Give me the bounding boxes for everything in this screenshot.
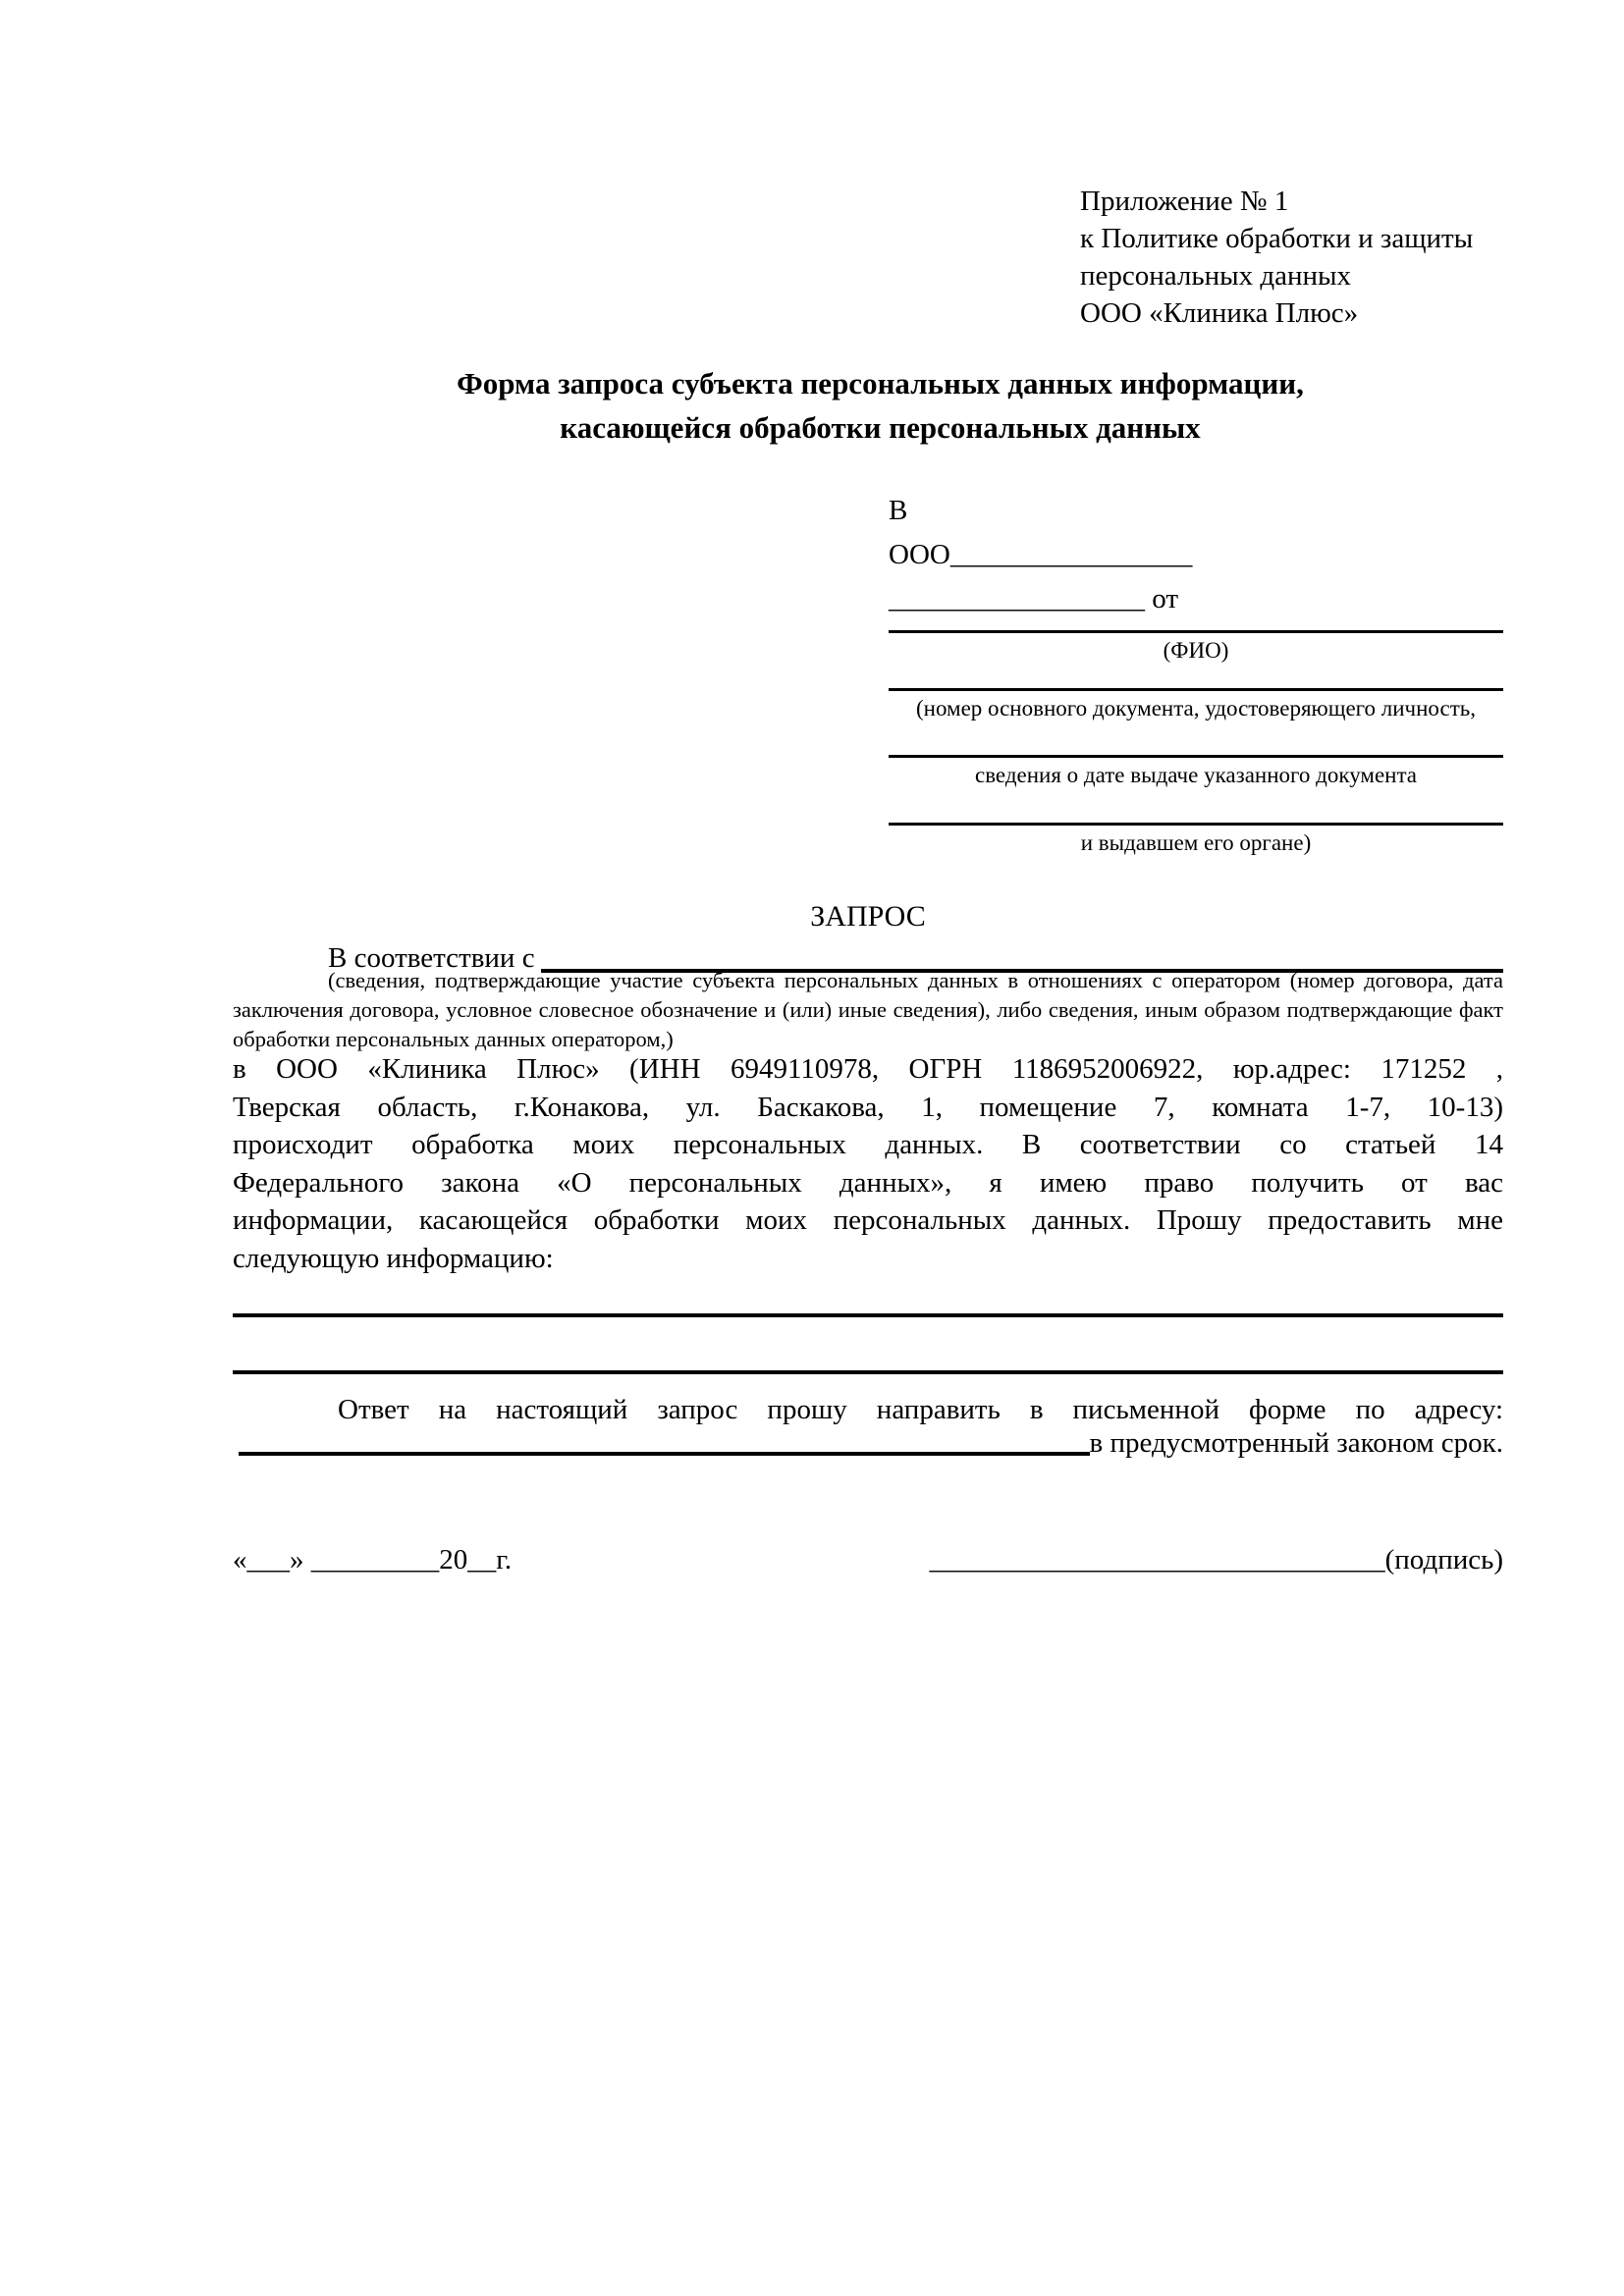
request-heading: ЗАПРОС [810, 900, 926, 933]
issuer-caption: и выдавшем его органе) [1080, 830, 1312, 855]
note-line: (сведения, подтверждающие участие субъекта персональных данных в отношениях с оператором (номер договора, дата [328, 968, 1503, 992]
appendix-line: персональных данных [1080, 260, 1352, 292]
addressee-to-label: В [889, 495, 908, 526]
addressee-from-blank-line: __________________ от [889, 583, 1179, 614]
fio-caption: (ФИО) [1163, 638, 1229, 663]
fio-blank-line [889, 630, 1503, 633]
request-note [233, 966, 1503, 1054]
date-template: «___» _________20__г. [233, 1544, 513, 1575]
body-line: следующую информацию: [233, 1242, 554, 1274]
note-line: заключения договора, условное словесное обозначение и (или) иные сведения), либо сведения, иным образом подтверждающие факт [233, 997, 1503, 1022]
signature-blank-line: ________________________________ [929, 1544, 1385, 1575]
info-blank-line-1 [233, 1313, 1503, 1317]
doc-number-caption: (номер основного документа, удостоверяющего личность, [915, 696, 1476, 721]
body-line: Тверская область, г.Конакова, ул. Баскакова, 1, помещение 7, комната 1-7, 10-13) [233, 1091, 1503, 1123]
addressee-block [889, 489, 1503, 857]
issue-date-blank-line [889, 755, 1503, 758]
reply-suffix: в предусмотренный законом срок. [1089, 1427, 1503, 1459]
issue-date-caption: сведения о дате выдаче указанного документа [974, 763, 1418, 787]
appendix-line: ООО «Клиника Плюс» [1080, 297, 1359, 329]
accordance-label: В соответствии с [328, 942, 535, 974]
body-line: информации, касающейся обработки моих персональных данных. Прошу предоставить мне [233, 1204, 1503, 1236]
date-signature-row [233, 1541, 1503, 1578]
title-line: касающейся обработки персональных данных [560, 410, 1201, 445]
body-line: в ООО «Клиника Плюс» (ИНН 6949110978, ОГРН 1186952006922, юр.адрес: 171252 , [233, 1053, 1503, 1085]
note-line: обработки персональных данных оператором,) [233, 1027, 674, 1051]
info-blank-line-2 [233, 1370, 1503, 1374]
reply-sentence: Ответ на настоящий запрос прошу направить в письменной форме по адресу: [338, 1394, 1503, 1425]
request-body [233, 1050, 1503, 1277]
reply-address-row [233, 1425, 1503, 1461]
body-line: Федерального закона «О персональных данных», я имею право получить от вас [233, 1166, 1503, 1199]
address-blank-line [239, 1452, 1090, 1456]
title-line: Форма запроса субъекта персональных данных информации, [457, 366, 1304, 400]
appendix-line: Приложение № 1 [1080, 186, 1289, 217]
signature-area [930, 1541, 1503, 1578]
issuer-blank-line [889, 823, 1503, 826]
body-line: происходит обработка моих персональных данных. В соответствии со статьей 14 [233, 1129, 1503, 1160]
addressee-org-blank-line: ООО_________________ [889, 539, 1193, 570]
appendix-line: к Политике обработки и защиты [1080, 223, 1474, 254]
doc-number-blank-line [889, 688, 1503, 691]
appendix-header [1080, 183, 1512, 332]
signature-caption: (подпись) [1384, 1544, 1503, 1575]
document-title [233, 361, 1503, 450]
